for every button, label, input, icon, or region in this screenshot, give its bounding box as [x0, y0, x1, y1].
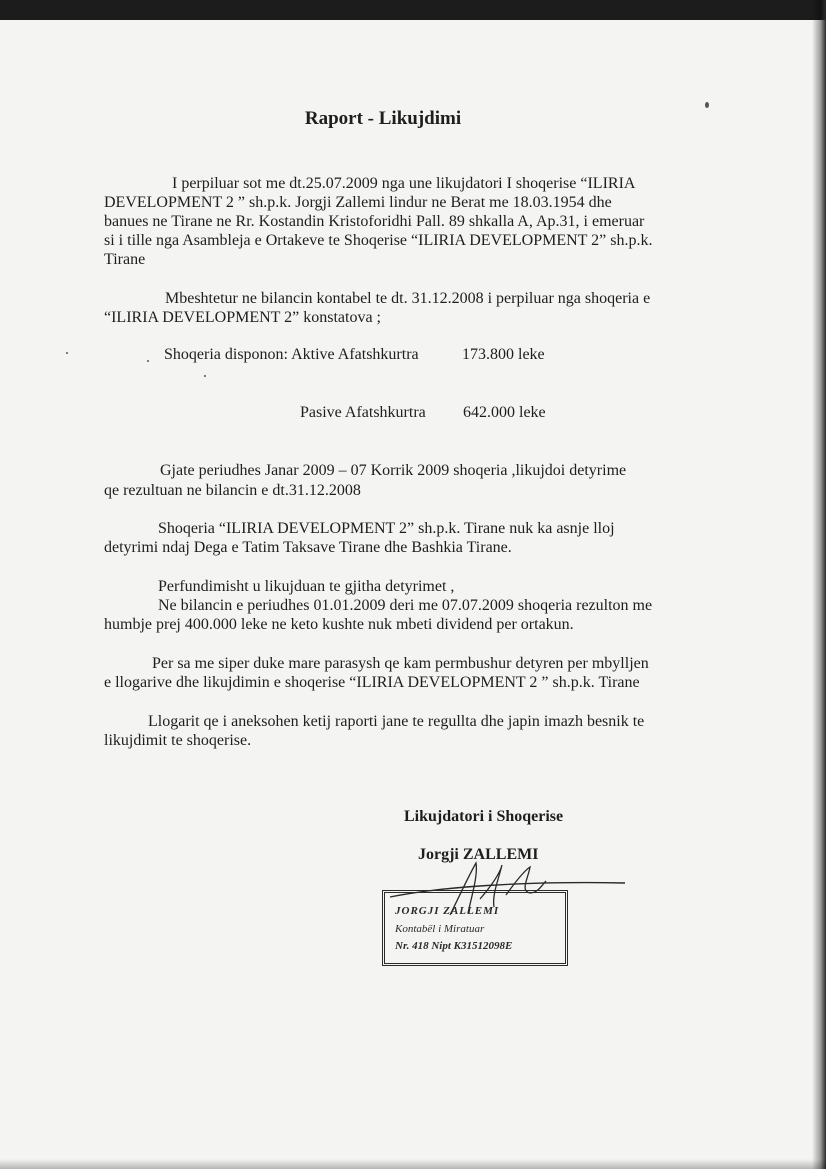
stamp-line3: Nr. 418 Nipt K31512098E	[395, 940, 513, 952]
paragraph5-line2: Ne bilancin e periudhes 01.01.2009 deri me 07.07.2009 shoqeria rezulton me	[158, 597, 653, 614]
scan-border-bottom	[0, 1159, 826, 1169]
paragraph1-line4: si i tille nga Asambleja e Ortakeve te Shoqerise “ILIRIA DEVELOPMENT 2” sh.p.k.	[104, 232, 653, 249]
liabilities-label: Pasive Afatshkurtra	[300, 404, 426, 421]
signatory-role: Likujdatori i Shoqerise	[404, 808, 564, 825]
paragraph1-line3: banues ne Tirane ne Rr. Kostandin Kristoforidhi Pall. 89 shkalla A, Ap.31, i emeruar	[104, 213, 645, 230]
paragraph1-line5: Tirane	[104, 251, 146, 268]
paragraph6-line2: e llogarive dhe likujdimin e shoqerise “ILIRIA DEVELOPMENT 2 ” sh.p.k. Tirane	[104, 674, 640, 691]
stamp-line2: Kontabël i Miratuar	[395, 923, 485, 935]
paragraph5-line1: Perfundimisht u likujduan te gjitha detyrimet ,	[158, 578, 455, 595]
signatory-name: Jorgji ZALLEMI	[418, 846, 539, 863]
stamp-line1: JORGJI ZALLEMI	[395, 905, 500, 917]
scan-speck	[204, 375, 206, 377]
paragraph3-line2: qe rezultuan ne bilancin e dt.31.12.2008	[104, 482, 361, 499]
scan-border-top	[0, 0, 826, 20]
paragraph3-line1: Gjate periudhes Janar 2009 – 07 Korrik 2009 shoqeria ,likujdoi detyrime	[160, 462, 627, 479]
assets-label: Shoqeria disponon: Aktive Afatshkurtra	[164, 346, 419, 363]
handwritten-signature	[380, 855, 640, 925]
paragraph6-line1: Per sa me siper duke mare parasysh qe kam permbushur detyren per mbylljen	[152, 655, 649, 672]
document-title: Raport - Likujdimi	[304, 108, 462, 129]
scan-speck	[66, 352, 68, 354]
paragraph7-line2: likujdimit te shoqerise.	[104, 732, 252, 749]
paragraph2-line1: Mbeshtetur ne bilancin kontabel te dt. 31.12.2008 i perpiluar nga shoqeria e	[165, 290, 651, 307]
paragraph7-line1: Llogarit qe i aneksohen ketij raporti jane te regullta dhe japin imazh besnik te	[148, 713, 645, 730]
scan-border-right	[812, 0, 826, 1169]
paragraph4-line1: Shoqeria “ILIRIA DEVELOPMENT 2” sh.p.k. Tirane nuk ka asnje lloj	[158, 520, 615, 537]
paragraph1-line1: I perpiluar sot me dt.25.07.2009 nga une likujdatori I shoqerise “ILIRIA	[172, 175, 636, 192]
paragraph4-line2: detyrimi ndaj Dega e Tatim Taksave Tirane dhe Bashkia Tirane.	[104, 539, 512, 556]
paragraph1-line2: DEVELOPMENT 2 ” sh.p.k. Jorgji Zallemi lindur ne Berat me 18.03.1954 dhe	[104, 194, 612, 211]
scan-speck	[147, 360, 149, 362]
assets-value: 173.800 leke	[462, 346, 545, 363]
liabilities-value: 642.000 leke	[463, 404, 546, 421]
paragraph2-line2: “ILIRIA DEVELOPMENT 2” konstatova ;	[104, 309, 381, 326]
paragraph5-line3: humbje prej 400.000 leke ne keto kushte nuk mbeti dividend per ortakun.	[104, 616, 574, 633]
